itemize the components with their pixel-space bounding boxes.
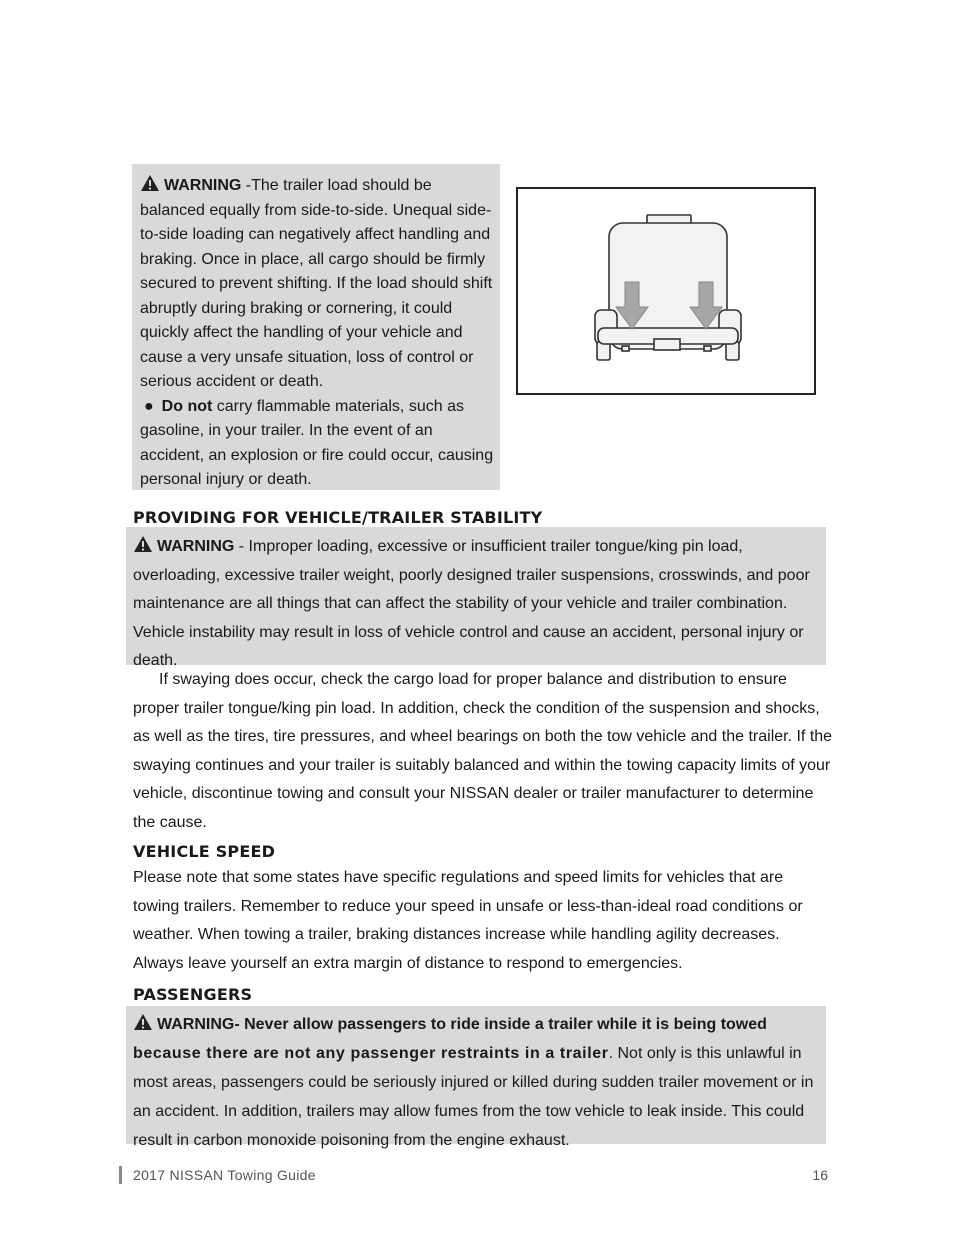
trailer-light-left xyxy=(622,346,629,351)
warning-triangle-icon xyxy=(133,535,153,553)
warning-text: -The trailer load should be balanced equally from side-to-side. Unequal side-to-side loading can negatively affect handling and braking. Once in place, all cargo should be firmly secured to prevent shifting. If the load should shift abruptly during braking or cornering, it could quickly affect the handling of your vehicle and cause a very unsafe situation, loss of control or serious accident or death. xyxy=(140,177,493,390)
warning-label: WARNING xyxy=(157,538,235,555)
page-number: 16 xyxy=(812,1167,828,1183)
warning-triangle-icon xyxy=(133,1013,153,1031)
warning-box-stability xyxy=(126,527,826,669)
trailer-light-right xyxy=(704,346,711,351)
section-heading-stability: PROVIDING FOR VEHICLE/TRAILER STABILITY xyxy=(133,508,543,527)
warning-paragraph xyxy=(133,1010,826,1155)
bullet-item xyxy=(140,395,500,493)
footer-bar xyxy=(119,1166,122,1184)
footer-title: 2017 NISSAN Towing Guide xyxy=(133,1167,316,1183)
bullet-dot-icon: ● xyxy=(144,397,154,415)
warning-text: - Improper loading, excessive or insufficient trailer tongue/king pin load, overloading, excessive trailer weight, poorly designed trailer suspensions, crosswinds, and poor maintenance are all things that can affect the stability of your vehicle and trailer combination. Vehicle instability may result in loss of vehicle control and cause an accident, personal injury or death. xyxy=(133,538,810,669)
warning-paragraph xyxy=(140,174,500,395)
warning-text: . Not only is this unlawful in most areas, passengers could be seriously injured or killed during sudden trailer movement or in an accident. In addition, trailers may allow fumes from the tow vehicle to leak inside. This could result in carbon monoxide poisoning from the engine exhaust. xyxy=(133,1045,814,1149)
body-paragraph-stability: If swaying does occur, check the cargo load for proper balance and distribution to ensure proper trailer tongue/king pin load. In addition, check the condition of the suspension and shocks, as well as the tires, tire pressures, and wheel bearings on both the tow vehicle and the trailer. If the swaying continues and your trailer is suitably balanced and within the towing capacity limits of your vehicle, discontinue towing and consult your NISSAN dealer or trailer manufacturer to determine the cause. xyxy=(133,671,833,831)
warning-triangle-icon xyxy=(140,174,160,192)
body-paragraph-speed: Please note that some states have specific regulations and speed limits for vehicles that are towing trailers. Remember to reduce your speed in unsafe or less-than-ideal road conditions or weather. When towing a trailer, braking distances increase while handling agility decreases. Always leave yourself an extra margin of distance to respond to emergencies. xyxy=(133,869,803,972)
bullet-text: carry flammable materials, such as gasoline, in your trailer. In the event of an accident, an explosion or fire could occur, causing personal injury or death. xyxy=(140,397,494,488)
warning-bold-lead: WARNING- Never allow passengers to ride inside a trailer while it is being towed xyxy=(157,1016,767,1033)
warning-box-trailer-load xyxy=(132,164,500,490)
bullet-label: Do not xyxy=(161,397,213,415)
warning-paragraph xyxy=(133,533,826,676)
section-heading-passengers: PASSENGERS xyxy=(133,985,253,1004)
page-footer xyxy=(119,1166,828,1186)
warning-label: WARNING xyxy=(164,177,242,194)
trailer-license-plate xyxy=(654,339,680,350)
warning-bold-emphasis: because there are not any passenger restraints in a trailer xyxy=(133,1045,609,1062)
trailer-load-balance-diagram-icon xyxy=(518,189,814,393)
section-heading-speed: VEHICLE SPEED xyxy=(133,842,276,861)
warning-box-passengers xyxy=(126,1006,826,1149)
trailer-load-diagram-figure xyxy=(516,187,816,395)
